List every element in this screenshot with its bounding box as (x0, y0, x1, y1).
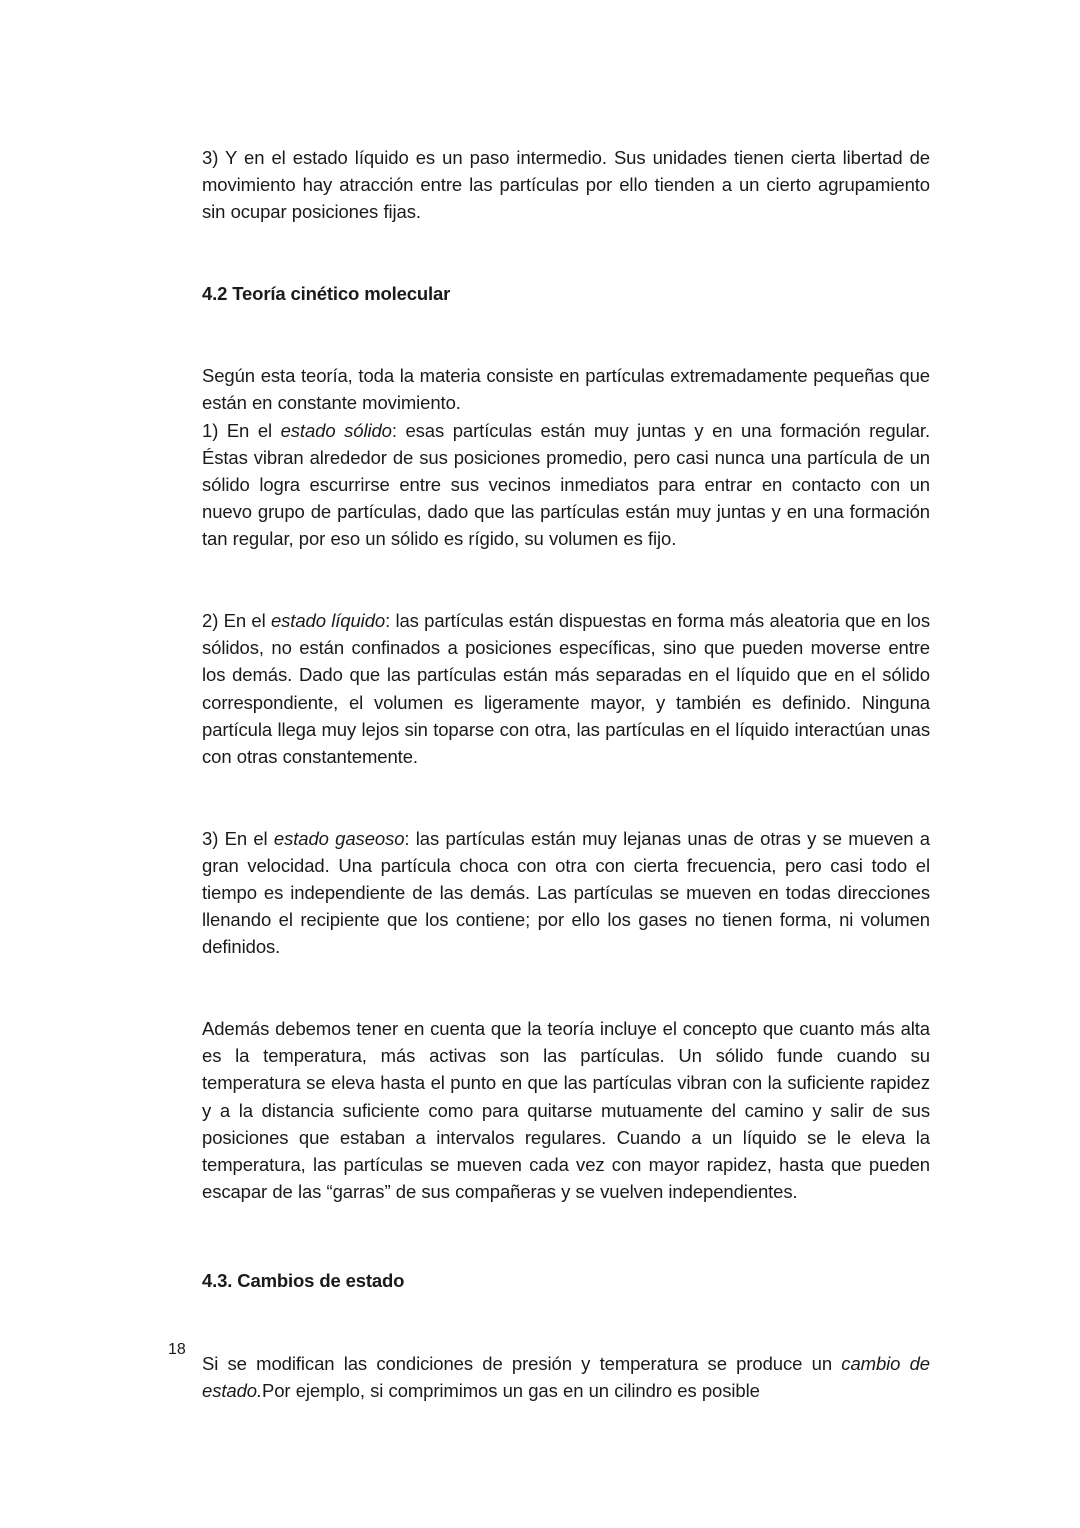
item3-lead: 3) En el (202, 827, 274, 849)
item1-lead: 1) En el (202, 419, 281, 441)
paragraph-item2 (202, 607, 930, 770)
item2-lead: 2) En el (202, 610, 271, 632)
item2-rest: : las partículas están dispuestas en forma más aleatoria que en los sólidos, no están confinados a posiciones específicas, sino que pueden moverse entre los demás. Dado que las partículas están más separadas en el líquido que en el sólido correspondiente, el volumen es ligeramente mayor, y también es definido. Ninguna partícula llega muy lejos sin toparse con otra, las partículas en el líquido interactúan unas con otras constantemente. (202, 610, 930, 768)
page-number: 18 (168, 1341, 186, 1358)
paragraph-cambios (202, 1350, 930, 1404)
paragraph-ademas: Además debemos tener en cuenta que la teoría incluye el concepto que cuanto más alta es la temperatura, más activas son las partículas. Un sólido funde cuando su temperatura se eleva hasta el punto en que las partículas vibran con la suficiente rapidez y a la distancia suficiente como para quitarse mutuamente del camino y salir de sus posiciones que estaban a intervalos regulares. Cuando a un líquido se le eleva la temperatura, las partículas se mueven cada vez con mayor rapidez, hasta que pueden escapar de las “garras” de sus compañeras y se vuelven independientes. (202, 1018, 930, 1203)
paragraph-item3 (202, 825, 930, 961)
item3-rest: : las partículas están muy lejanas unas de otras y se mueven a gran velocidad. Una partícula choca con otra con cierta frecuencia, pero casi todo el tiempo es independiente de las demás. Las partículas se mueven en todas direcciones llenando el recipiente que los contiene; por ello los gases no tienen forma, ni volumen definidos. (202, 827, 930, 958)
item3-emphasis: estado gaseoso (273, 827, 405, 849)
heading-4-2: 4.2 Teoría cinético molecular (202, 283, 451, 304)
cambios-rest: Por ejemplo, si comprimimos un gas en un cilindro es posible (262, 1379, 760, 1401)
item1-emphasis: estado sólido (280, 419, 392, 441)
cambios-lead: Si se modifican las condiciones de presión y temperatura se produce un (202, 1352, 842, 1374)
cambios-emphasis: cambio de estado. (202, 1352, 930, 1401)
text-column (202, 144, 930, 1404)
heading-4-3: 4.3. Cambios de estado (202, 1270, 405, 1292)
paragraph-segun-teoria: Según esta teoría, toda la materia consiste en partículas extremadamente pequeñas que están en constante movimiento. (202, 365, 930, 414)
paragraph-item1 (202, 417, 930, 553)
item2-emphasis: estado líquido (270, 610, 386, 632)
item1-rest: : esas partículas están muy juntas y en una formación regular. Éstas vibran alrededor de sus posiciones promedio, pero casi nunca una partícula de un sólido logra escurrirse entre sus vecinos inmediatos para entrar en contacto con un nuevo grupo de partículas, dado que las partículas están muy juntas y en una formación tan regular, por eso un sólido es rígido, su volumen es fijo. (202, 419, 930, 550)
paragraph-intro-item3: 3) Y en el estado líquido es un paso intermedio. Sus unidades tienen cierta libertad de movimiento hay atracción entre las partículas por ello tienden a un cierto agrupamiento sin ocupar posiciones fijas. (202, 147, 930, 223)
